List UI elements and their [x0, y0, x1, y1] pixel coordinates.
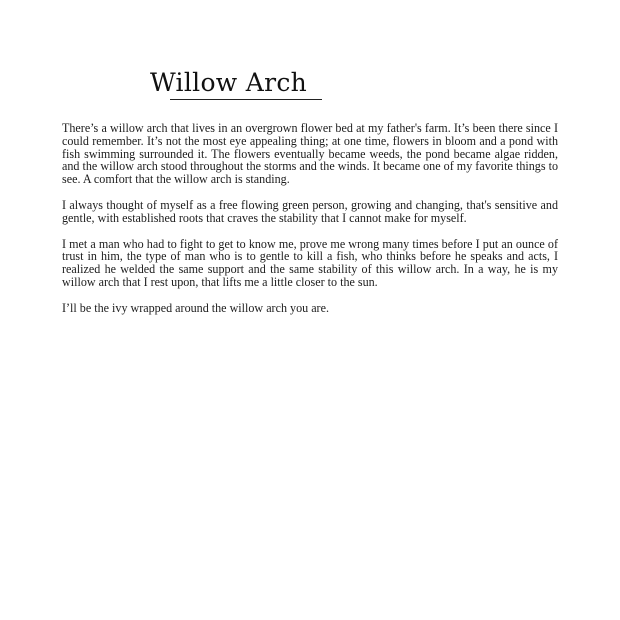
title-underline: [170, 99, 322, 100]
paragraph: There’s a willow arch that lives in an overgrown flower bed at my father's farm. It’s been there since I could remember. It’s not the most eye appealing thing; at one time, flowers in bloom and a pond with fish swimming surrounded it. The flowers eventually became weeds, the pond became algae ridden, and the willow arch stood throughout the storms and the winds. It became one of my favorite things to see. A comfort that the willow arch is standing.: [62, 121, 558, 187]
body-text: [62, 122, 558, 328]
paragraph: I met a man who had to fight to get to know me, prove me wrong many times before I put an ounce of trust in him, the type of man who is to gentle to kill a fish, who thinks before he speaks and acts, I realized he welded the same support and the same stability of this willow arch. In a way, he is my willow arch that I rest upon, that lifts me a little closer to the sun.: [62, 236, 558, 289]
paragraph: I’ll be the ivy wrapped around the willow arch you are.: [62, 300, 329, 315]
page-title: Willow Arch: [150, 68, 308, 97]
paragraph: I always thought of myself as a free flowing green person, growing and changing, that's sensitive and gentle, with established roots that craves the stability that I cannot make for myself.: [62, 197, 558, 225]
